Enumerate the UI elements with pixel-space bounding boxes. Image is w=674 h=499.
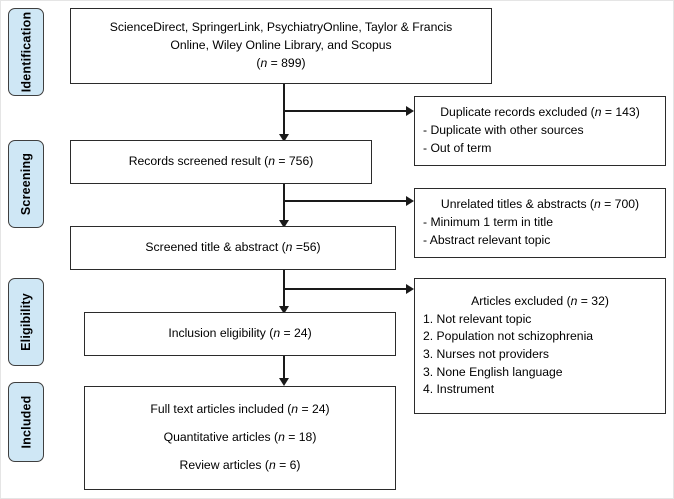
box-sources-line-3: (n = 899): [256, 55, 306, 70]
box-included-articles: [84, 386, 396, 490]
box-unrelated-excluded-item-1: - Minimum 1 term in title: [423, 215, 554, 230]
box-records-screened: [70, 140, 372, 184]
connector-screened-to-articles-excluded: [283, 288, 408, 290]
box-inclusion-eligibility: [84, 312, 396, 356]
stage-label-eligibility-text: Eligibility: [19, 293, 34, 351]
box-articles-excluded-item-1: 1. Not relevant topic: [423, 311, 532, 326]
box-screened-title-abstract-line-1: Screened title & abstract (n =56): [145, 240, 321, 255]
box-included-articles-line-3: Review articles (n = 6): [179, 457, 301, 472]
box-articles-excluded: [414, 278, 666, 414]
stage-label-identification: [8, 8, 44, 96]
box-sources-line-1: ScienceDirect, SpringerLink, PsychiatryOnline, Taylor & Francis: [109, 20, 453, 35]
box-inclusion-eligibility-line-1: Inclusion eligibility (n = 24): [168, 326, 312, 341]
arrowhead-duplicates-excluded: [406, 106, 414, 116]
stage-label-screening: [8, 140, 44, 228]
stage-label-identification-text: Identification: [19, 11, 34, 93]
box-unrelated-excluded-item-2: - Abstract relevant topic: [423, 232, 551, 247]
box-included-articles-line-2: Quantitative articles (n = 18): [163, 430, 317, 445]
stage-label-screening-text: Screening: [19, 152, 33, 216]
arrowhead-articles-excluded: [406, 284, 414, 294]
box-sources: [70, 8, 492, 84]
box-included-articles-line-1: Full text articles included (n = 24): [150, 402, 330, 417]
box-articles-excluded-item-4: 3. None English language: [423, 364, 563, 379]
box-duplicates-excluded: [414, 96, 666, 166]
box-duplicates-excluded-heading: Duplicate records excluded (n = 143): [440, 105, 640, 120]
box-articles-excluded-heading: Articles excluded (n = 32): [471, 293, 609, 308]
box-records-screened-line-1: Records screened result (n = 756): [128, 154, 314, 169]
arrowhead-included-articles: [279, 378, 289, 386]
box-duplicates-excluded-item-1: - Duplicate with other sources: [423, 123, 584, 138]
connector-sources-down: [283, 84, 285, 140]
connector-sources-to-duplicates: [283, 110, 408, 112]
box-unrelated-excluded: [414, 188, 666, 258]
arrowhead-unrelated-excluded: [406, 196, 414, 206]
box-articles-excluded-item-2: 2. Population not schizophrenia: [423, 329, 594, 344]
box-sources-line-2: Online, Wiley Online Library, and Scopus: [170, 38, 392, 53]
box-articles-excluded-item-5: 4. Instrument: [423, 382, 495, 397]
stage-label-included-text: Included: [19, 395, 33, 449]
box-screened-title-abstract: [70, 226, 396, 270]
connector-records-to-unrelated: [283, 200, 408, 202]
box-articles-excluded-item-3: 3. Nurses not providers: [423, 347, 549, 361]
stage-label-eligibility: [8, 278, 44, 366]
box-duplicates-excluded-item-2: - Out of term: [423, 140, 492, 155]
stage-label-included: [8, 382, 44, 462]
box-unrelated-excluded-heading: Unrelated titles & abstracts (n = 700): [440, 197, 640, 212]
